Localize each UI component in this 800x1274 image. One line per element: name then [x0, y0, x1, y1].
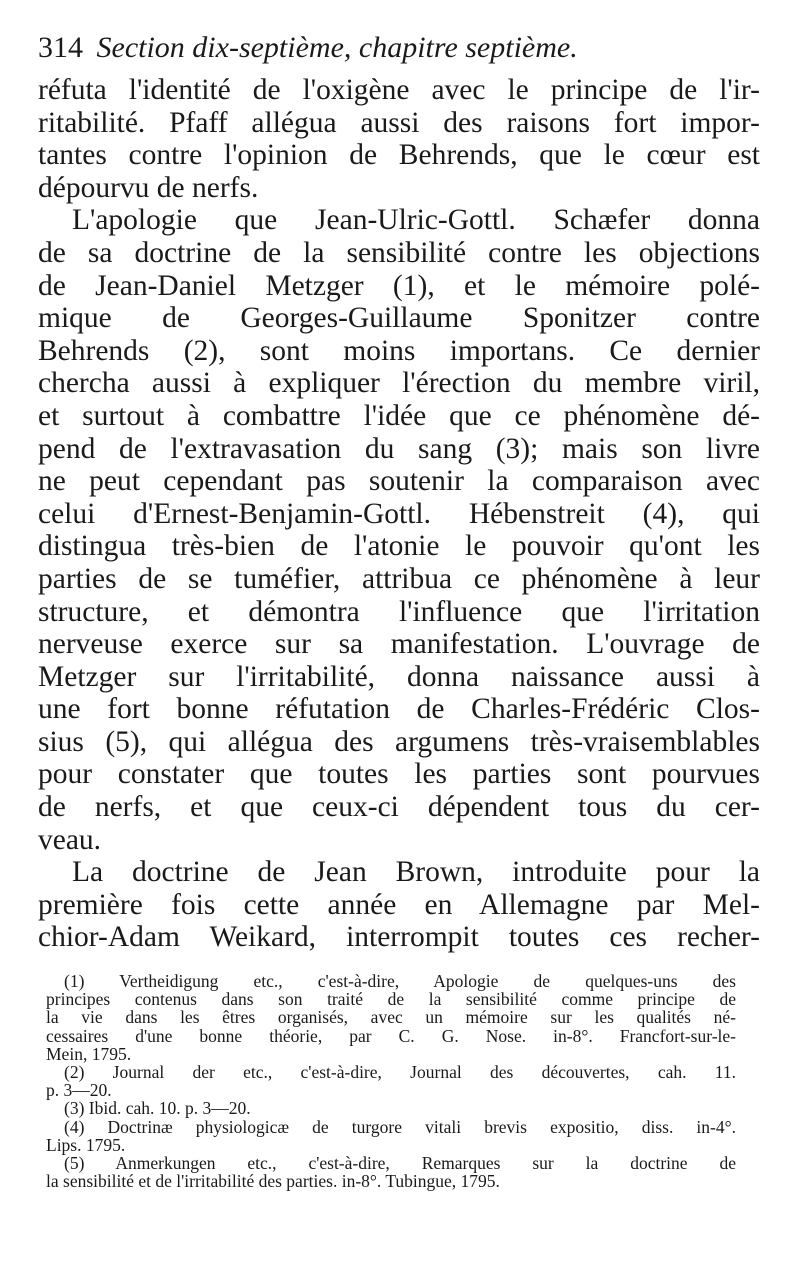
body-line: et surtout à combattre l'idée que ce phénomène dé-	[38, 399, 760, 432]
running-title: Section dix-septième, chapitre septième.	[96, 31, 578, 64]
body-line: structure, et démontra l'influence que l'irritation	[38, 595, 760, 628]
footnote-line: (2) Journal der etc., c'est-à-dire, Journal des découvertes, cah. 11.	[64, 1062, 736, 1083]
body-line: une fort bonne réfutation de Charles-Frédéric Clos-	[38, 693, 760, 726]
footnote-line: Lips. 1795.	[46, 1134, 126, 1155]
body-line: chior-Adam Weikard, interrompit toutes ces recher-	[38, 921, 760, 954]
footnote-line: cessaires d'une bonne théorie, par C. G. Nose. in-8°. Francfort-sur-le-	[46, 1025, 736, 1046]
body-line: de Jean-Daniel Metzger (1), et le mémoire polé-	[38, 269, 760, 302]
footnote-line: Mein, 1795.	[46, 1043, 132, 1064]
body-line: pend de l'extravasation du sang (3); mais son livre	[38, 432, 760, 465]
footnote-line: (3) Ibid. cah. 10. p. 3—20.	[64, 1098, 251, 1119]
body-line: de sa doctrine de la sensibilité contre les objections	[38, 236, 760, 269]
body-line: nerveuse exerce sur sa manifestation. L'ouvrage de	[38, 628, 760, 661]
footnote-line: la vie dans les êtres organisés, avec un mémoire sur les qualités né-	[46, 1007, 736, 1028]
body-line: chercha aussi à expliquer l'érection du membre viril,	[38, 367, 760, 400]
body-line: Behrends (2), sont moins importans. Ce dernier	[38, 334, 760, 367]
footnote-line: (1) Vertheidigung etc., c'est-à-dire, Apologie de quelques-uns des	[64, 971, 736, 991]
body-line: première fois cette année en Allemagne par Mel-	[38, 888, 760, 921]
body-line: dépourvu de nerfs.	[38, 171, 259, 204]
footnote-line: principes contenus dans son traité de la sensibilité comme principe de	[46, 989, 736, 1010]
body-line: distingua très-bien de l'atonie le pouvoir qu'ont les	[38, 530, 760, 563]
footnote-divider	[38, 958, 760, 959]
body-line: de nerfs, et que ceux-ci dépendent tous du cer-	[38, 791, 760, 824]
footnote-line: (5) Anmerkungen etc., c'est-à-dire, Remarques sur la doctrine de	[64, 1153, 736, 1174]
footnote-line: (4) Doctrinæ physiologicæ de turgore vitali brevis expositio, diss. in-4°.	[64, 1116, 736, 1137]
body-line: mique de Georges-Guillaume Sponitzer contre	[38, 302, 760, 335]
footnotes	[46, 972, 736, 1190]
body-text	[38, 74, 760, 954]
body-line: réfuta l'identité de l'oxigène avec le principe de l'ir-	[38, 74, 760, 106]
footnote-line: p. 3—20.	[46, 1080, 112, 1101]
body-line: L'apologie que Jean-Ulric-Gottl. Schæfer donna	[72, 204, 760, 237]
footnote-line: la sensibilité et de l'irritabilité des parties. in-8°. Tubingue, 1795.	[46, 1171, 500, 1192]
body-line: pour constater que toutes les parties sont pourvues	[38, 758, 760, 791]
body-line: veau.	[38, 823, 102, 856]
body-line: La doctrine de Jean Brown, introduite pour la	[72, 856, 760, 889]
page-number: 314	[38, 31, 83, 64]
body-line: tantes contre l'opinion de Behrends, que le cœur est	[38, 139, 760, 172]
body-line: Metzger sur l'irritabilité, donna naissance aussi à	[38, 660, 760, 693]
body-line: ritabilité. Pfaff allégua aussi des raisons fort impor-	[38, 106, 760, 139]
page-header	[38, 28, 758, 68]
body-line: sius (5), qui allégua des argumens très-vraisemblables	[38, 725, 760, 758]
body-line: celui d'Ernest-Benjamin-Gottl. Hébenstreit (4), qui	[38, 497, 760, 530]
body-line: ne peut cependant pas soutenir la comparaison avec	[38, 465, 760, 498]
body-line: parties de se tuméfier, attribua ce phénomène à leur	[38, 562, 760, 595]
